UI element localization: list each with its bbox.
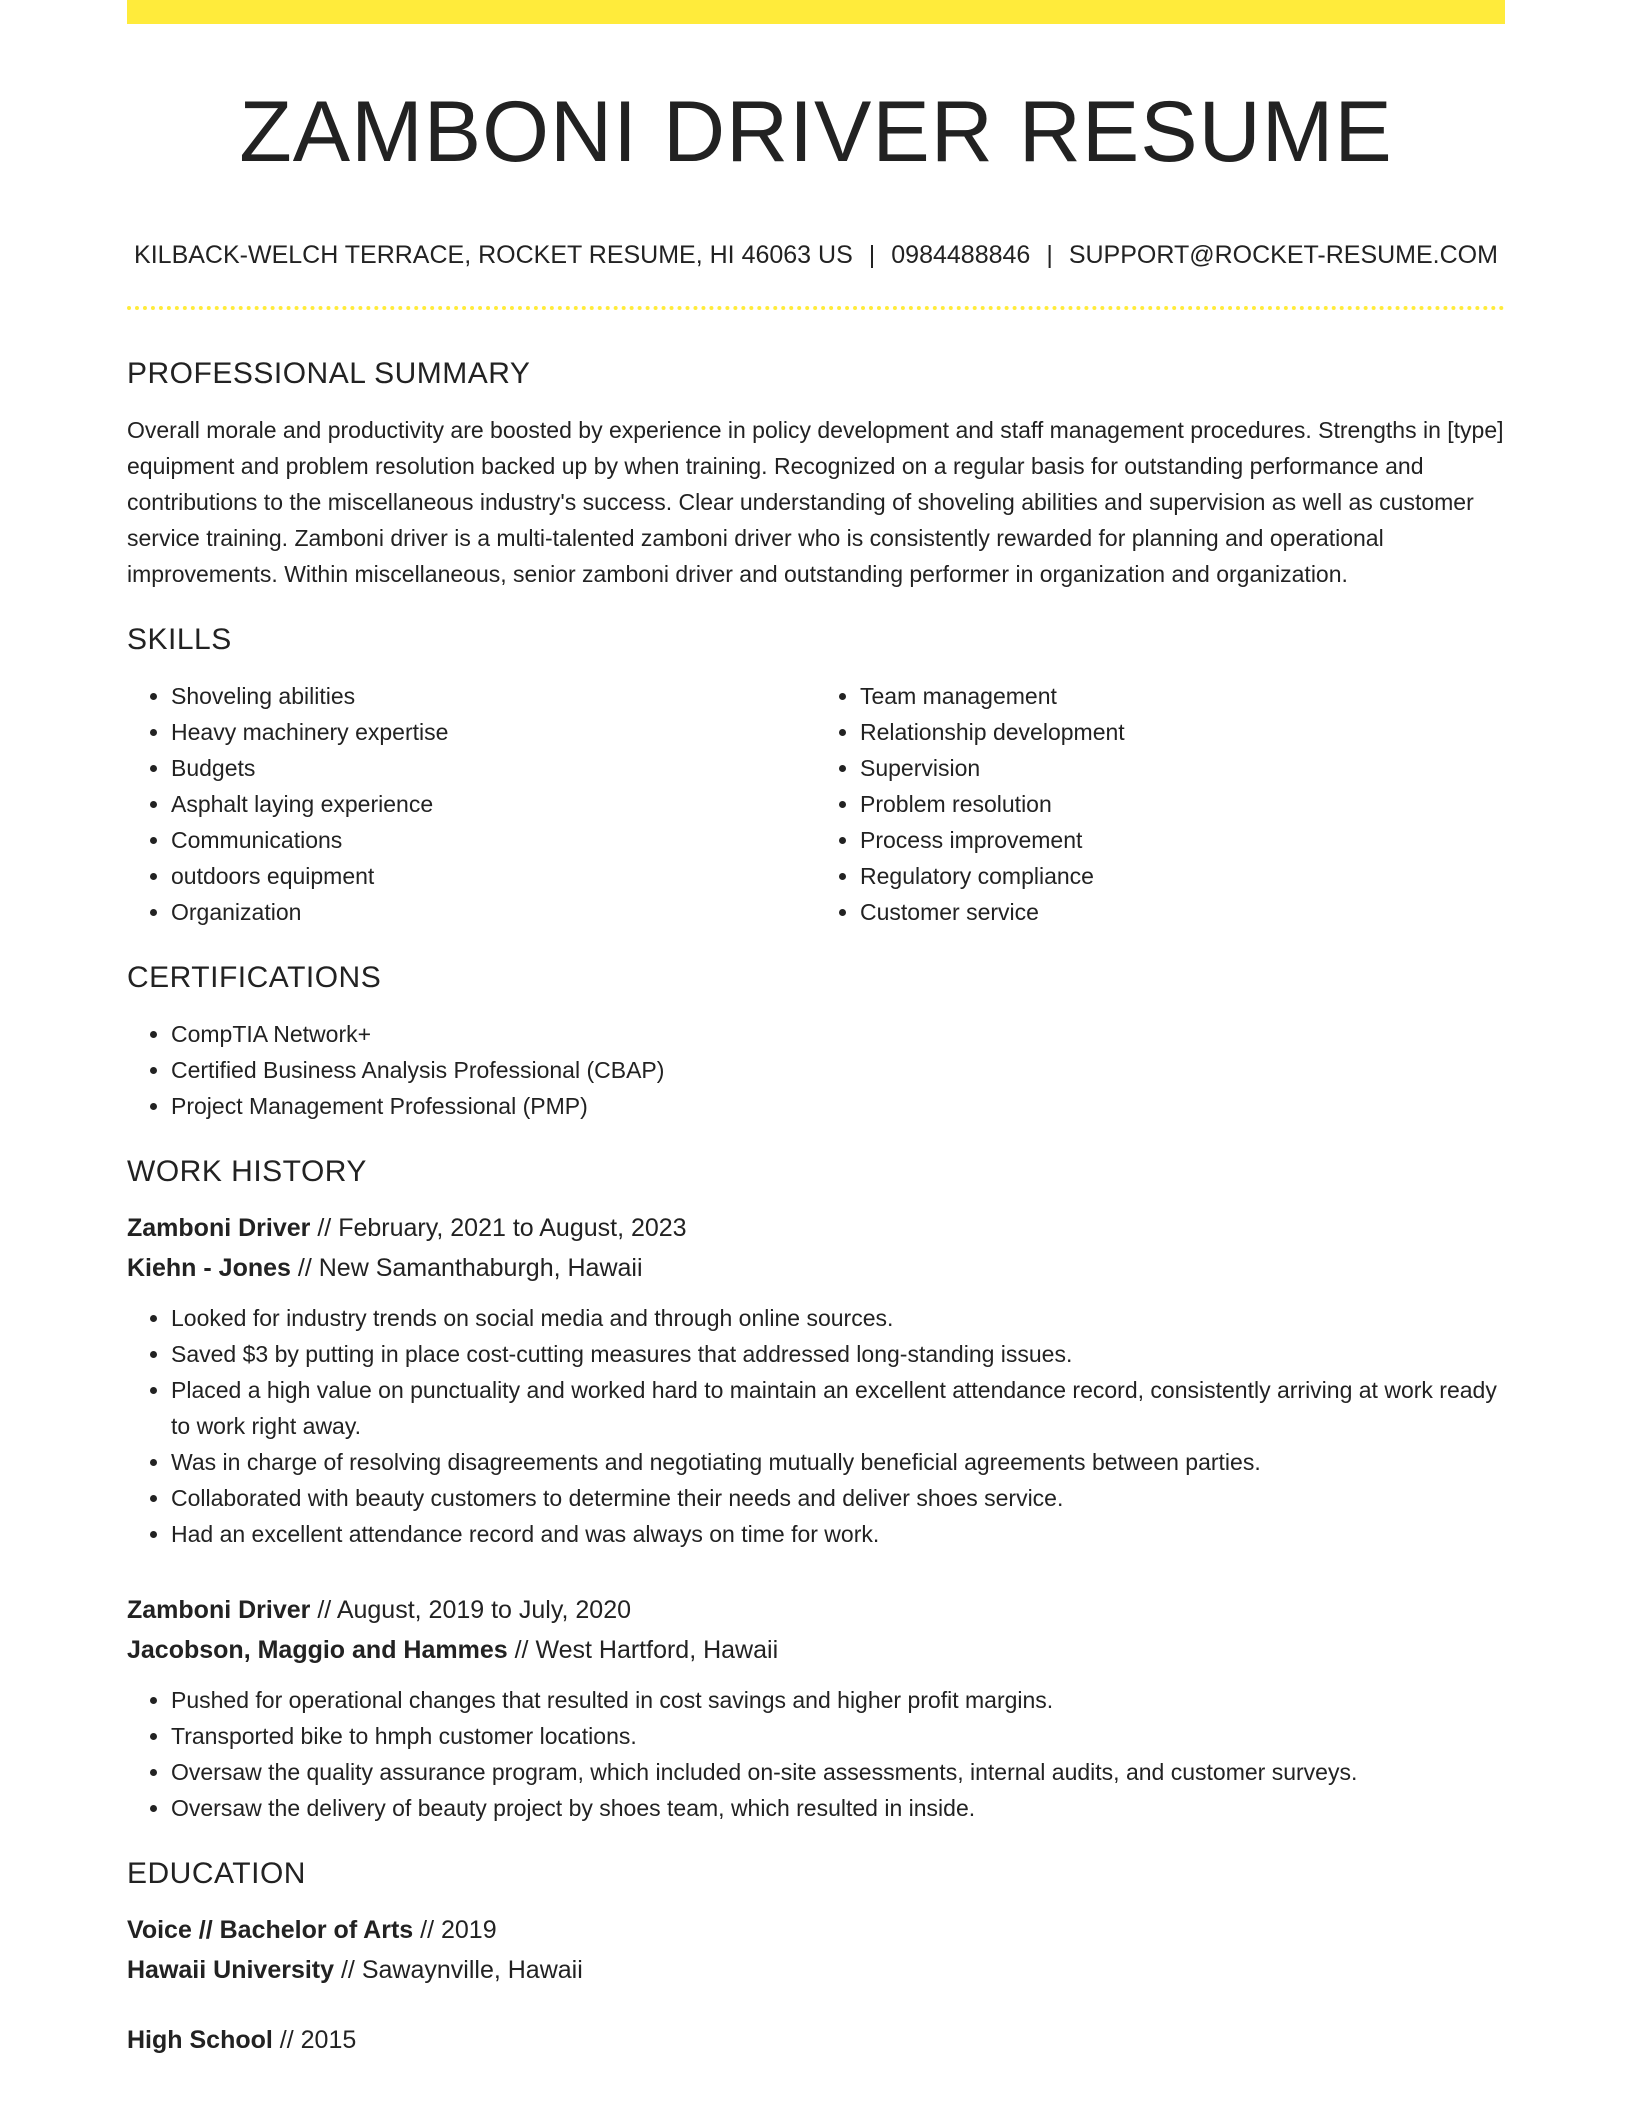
education-school-line	[127, 1950, 1505, 1990]
job-separator: //	[317, 1214, 332, 1242]
resume-title: ZAMBONI DRIVER RESUME	[239, 84, 1393, 180]
summary-heading: PROFESSIONAL SUMMARY	[127, 357, 531, 390]
skill-item: • Problem resolution	[860, 786, 1505, 822]
education-heading: EDUCATION	[127, 1857, 306, 1890]
skill-item: • Process improvement	[860, 822, 1505, 858]
contact-line	[127, 238, 1505, 272]
skill-item: • Regulatory compliance	[860, 858, 1505, 894]
education-degree: High School	[127, 2026, 273, 2054]
certifications-list	[127, 1016, 1505, 1124]
job-dates: February, 2021 to August, 2023	[338, 1214, 687, 1242]
education-separator: //	[340, 1956, 355, 1984]
job-company-line	[127, 1248, 1505, 1288]
education-location: Sawaynville, Hawaii	[361, 1956, 583, 1984]
certification-item: • Certified Business Analysis Professional (CBAP)	[171, 1052, 1505, 1088]
certification-item: • CompTIA Network+	[171, 1016, 1505, 1052]
job-separator: //	[317, 1596, 332, 1624]
skill-item: • Shoveling abilities	[171, 678, 816, 714]
job-bullet: • Collaborated with beauty customers to determine their needs and deliver shoes service.	[171, 1480, 1505, 1516]
work-history-section	[127, 1150, 1505, 1826]
job-bullet: • Was in charge of resolving disagreements and negotiating mutually beneficial agreements between parties.	[171, 1444, 1505, 1480]
education-year: 2019	[441, 1916, 497, 1944]
job-bullet: • Oversaw the delivery of beauty project by shoes team, which resulted in inside.	[171, 1790, 1505, 1826]
skill-item: • Asphalt laying experience	[171, 786, 816, 822]
job-title-line	[127, 1208, 1505, 1248]
skills-heading: SKILLS	[127, 623, 232, 656]
contact-phone: 0984488846	[891, 241, 1031, 269]
skill-item: • outdoors equipment	[171, 858, 816, 894]
accent-top-bar	[127, 0, 1505, 24]
education-separator: //	[279, 2026, 294, 2054]
summary-text: Overall morale and productivity are boosted by experience in policy development and staff management procedures. Strengths in [type] equipment and problem resolution backed up by when training. Recognized on a regular basis for outstanding performance and contributions to the miscellaneous industry's success. Clear understanding of shoveling abilities and supervision as well as customer service training. Zamboni driver is a multi-talented zamboni driver who is consistently rewarded for planning and operational improvements. Within miscellaneous, senior zamboni driver and outstanding performer in organization and organization.	[127, 417, 1504, 587]
education-entry	[127, 2020, 1505, 2060]
skill-item: • Team management	[860, 678, 1505, 714]
skill-item: • Communications	[171, 822, 816, 858]
resume-body	[127, 352, 1505, 2060]
skill-item: • Customer service	[860, 894, 1505, 930]
skill-item: • Supervision	[860, 750, 1505, 786]
education-entry	[127, 1910, 1505, 1990]
job-separator: //	[297, 1254, 312, 1282]
contact-address: KILBACK-WELCH TERRACE, ROCKET RESUME, HI 46063 US	[134, 241, 853, 269]
education-year: 2015	[300, 2026, 357, 2054]
certifications-heading: CERTIFICATIONS	[127, 961, 382, 994]
contact-separator: |	[1046, 241, 1053, 269]
job-title-line	[127, 1590, 1505, 1630]
job-bullet: • Pushed for operational changes that resulted in cost savings and higher profit margins.	[171, 1682, 1505, 1718]
dotted-divider	[127, 306, 1505, 310]
job-entry	[127, 1590, 1505, 1826]
skills-list-left	[127, 678, 816, 930]
job-bullet: • Transported bike to hmph customer locations.	[171, 1718, 1505, 1754]
skill-item: • Budgets	[171, 750, 816, 786]
job-location: New Samanthaburgh, Hawaii	[318, 1254, 643, 1282]
education-degree: Voice // Bachelor of Arts	[127, 1916, 414, 1944]
contact-separator: |	[868, 241, 876, 269]
job-company: Kiehn - Jones	[127, 1254, 291, 1282]
job-bullet: • Looked for industry trends on social media and through online sources.	[171, 1300, 1505, 1336]
job-bullet: • Saved $3 by putting in place cost-cutting measures that addressed long-standing issues.	[171, 1336, 1505, 1372]
job-bullet: • Had an excellent attendance record and was always on time for work.	[171, 1516, 1505, 1552]
job-company-line	[127, 1630, 1505, 1670]
job-location: West Hartford, Hawaii	[535, 1636, 779, 1664]
education-degree-line	[127, 1910, 1505, 1950]
skill-item: • Relationship development	[860, 714, 1505, 750]
job-bullet: • Placed a high value on punctuality and worked hard to maintain an excellent attendance record, consistently arriving at work ready to work right away.	[171, 1372, 1505, 1444]
job-separator: //	[514, 1636, 529, 1664]
certification-item: • Project Management Professional (PMP)	[171, 1088, 1505, 1124]
certifications-section	[127, 956, 1505, 1124]
skill-item: • Organization	[171, 894, 816, 930]
job-entry	[127, 1208, 1505, 1552]
skills-list-right	[816, 678, 1505, 930]
summary-section	[127, 352, 1505, 592]
skills-section	[127, 618, 1505, 930]
job-title: Zamboni Driver	[127, 1214, 311, 1242]
contact-email: SUPPORT@ROCKET-RESUME.COM	[1068, 241, 1498, 269]
work-history-heading: WORK HISTORY	[127, 1155, 367, 1188]
education-section	[127, 1852, 1505, 2060]
job-bullet: • Oversaw the quality assurance program, which included on-site assessments, internal audits, and customer surveys.	[171, 1754, 1505, 1790]
job-dates: August, 2019 to July, 2020	[336, 1596, 632, 1624]
skills-grid	[127, 678, 1505, 930]
job-company: Jacobson, Maggio and Hammes	[127, 1636, 508, 1664]
education-separator: //	[420, 1916, 435, 1944]
skill-item: • Heavy machinery expertise	[171, 714, 816, 750]
education-degree-line	[127, 2020, 1505, 2060]
job-bullets	[127, 1682, 1505, 1826]
job-bullets	[127, 1300, 1505, 1552]
education-school: Hawaii University	[127, 1956, 335, 1984]
job-title: Zamboni Driver	[127, 1596, 311, 1624]
